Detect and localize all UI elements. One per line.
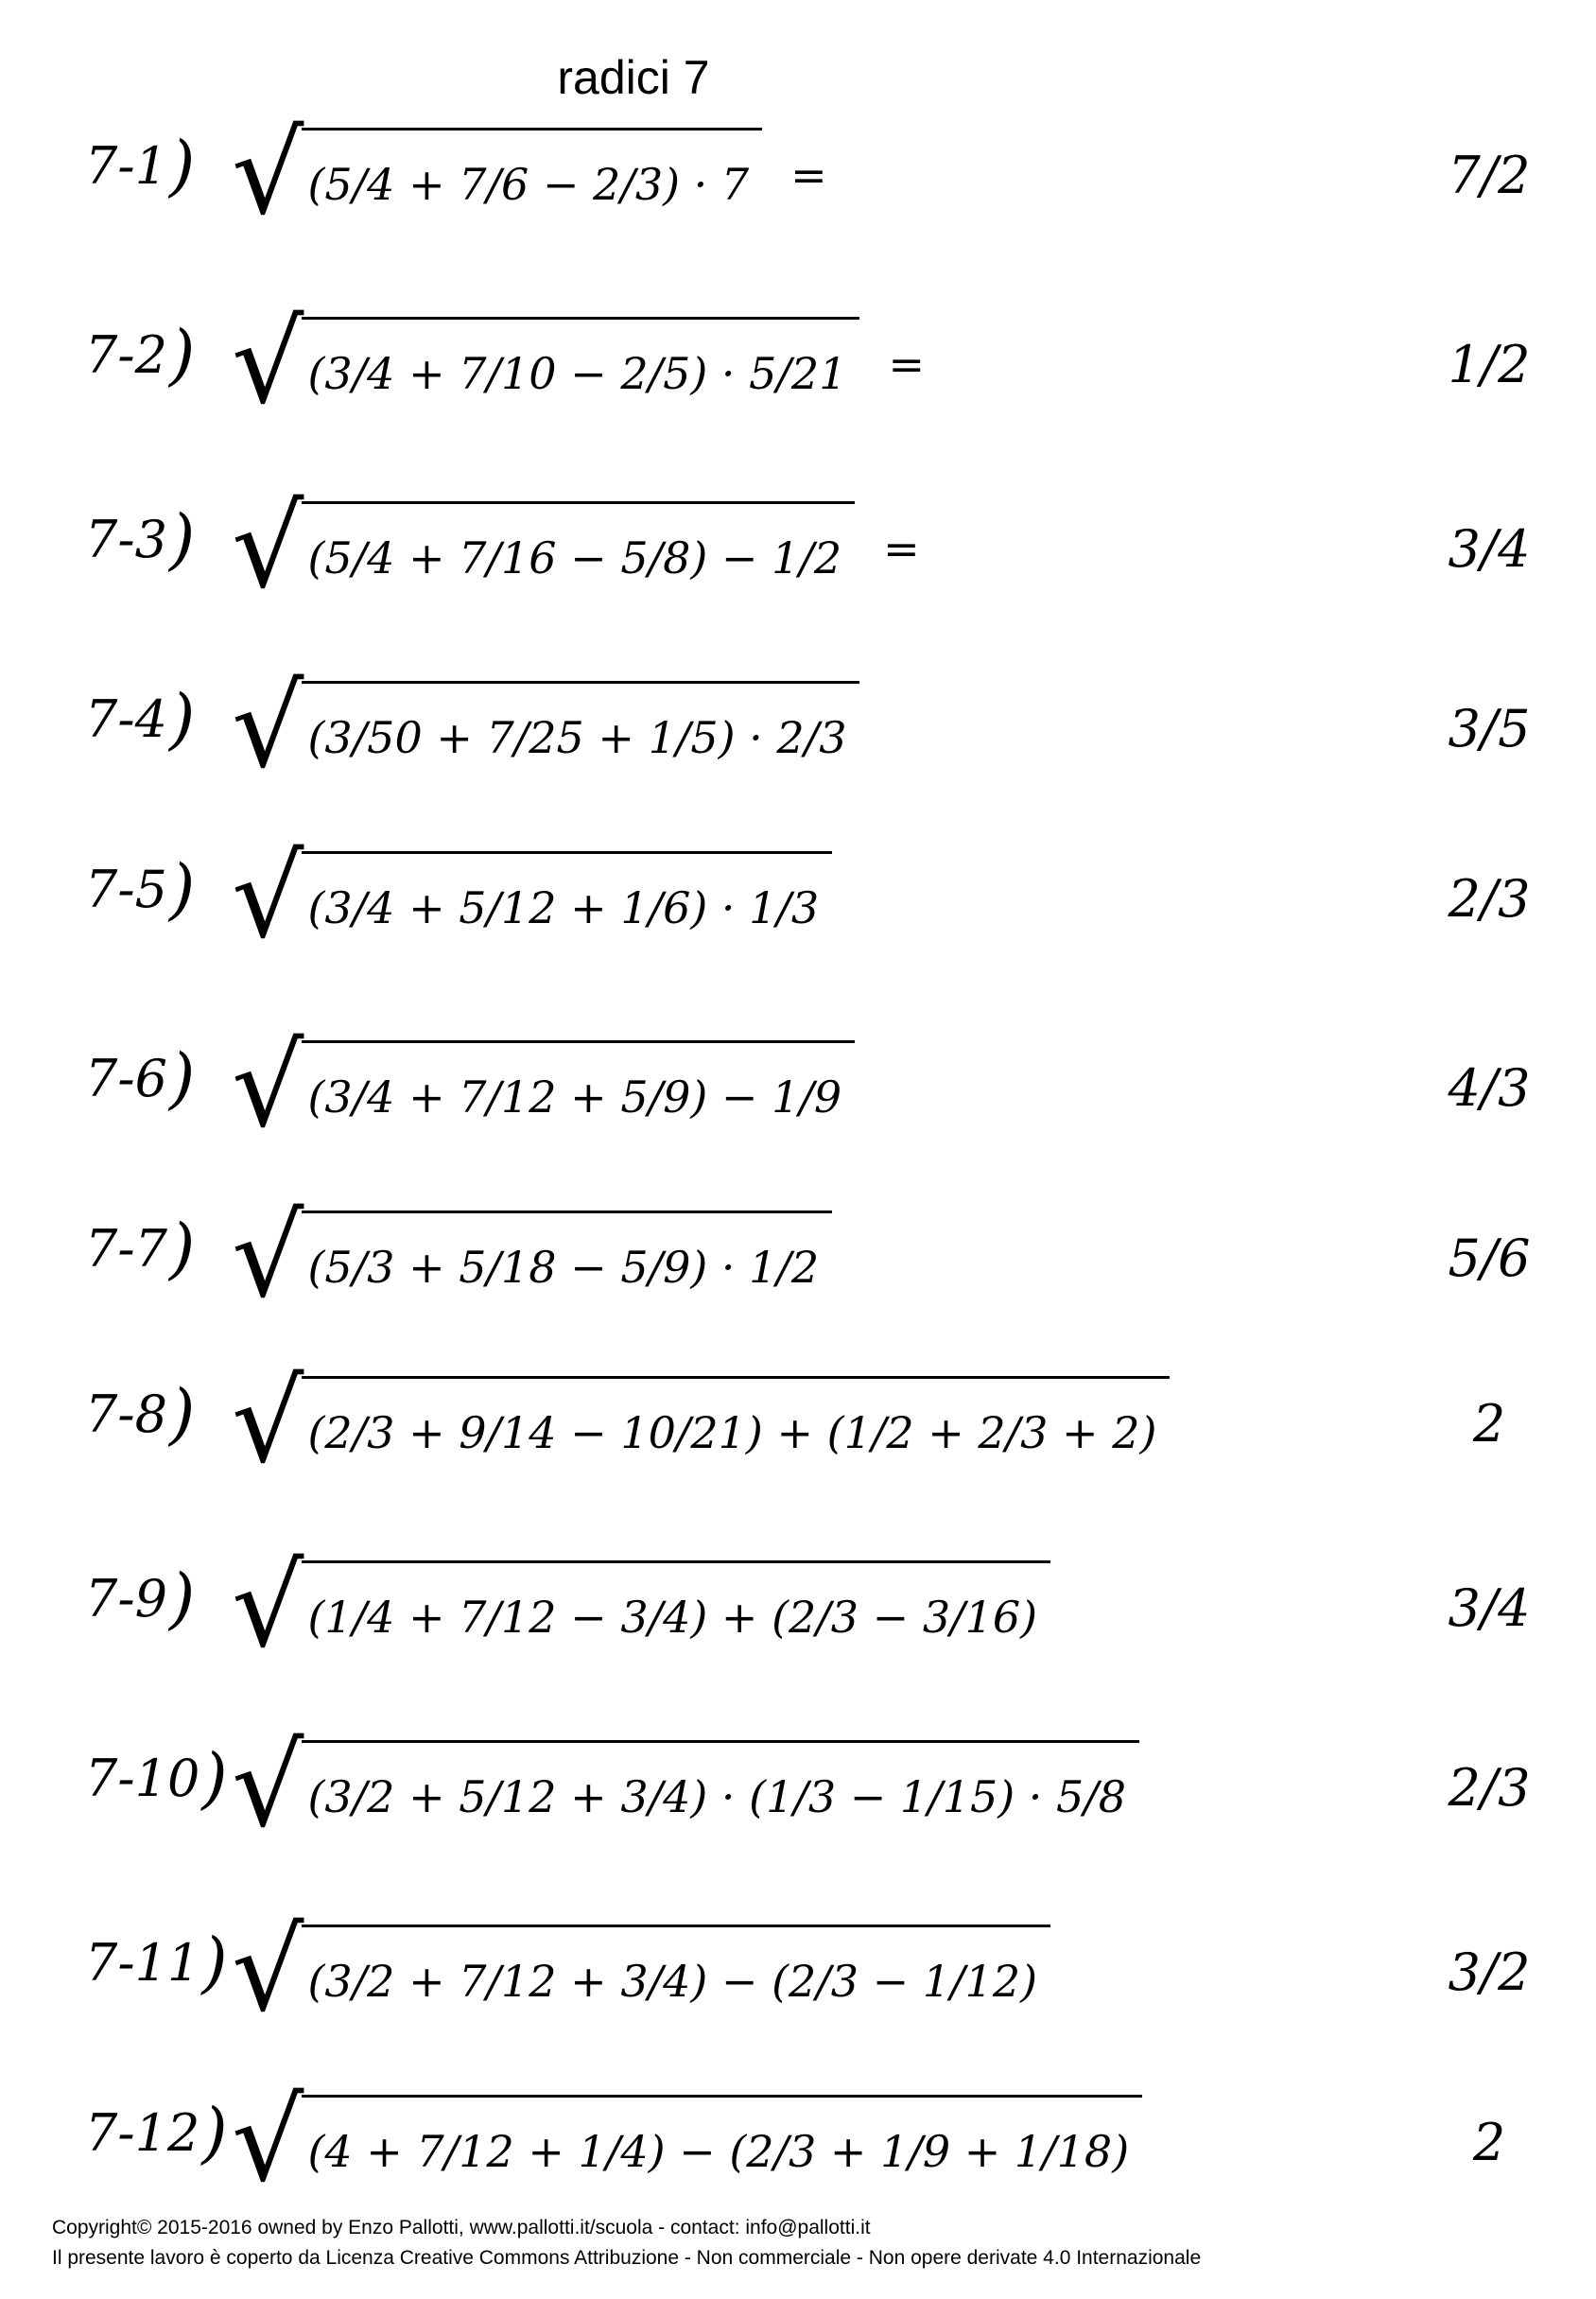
square-root [232,1541,1050,1673]
radical-expression [232,109,827,240]
answer: 3/2 [1448,1942,1531,2002]
exercise-row [0,1192,1596,1348]
exercise-number: 7-8 [85,1384,167,1444]
exercise-number: 7-2 [85,324,167,385]
closing-paren: ) [168,500,196,578]
exercise-row [0,1906,1596,2062]
answer: 1/2 [1448,334,1531,394]
closing-paren: ) [168,680,196,758]
exercise-label [85,113,195,218]
square-root [232,832,832,964]
square-root [232,1021,855,1153]
radical-expression [232,1021,883,1153]
exercise-label [85,487,195,591]
exercise-number: 7-10 [85,1748,200,1808]
radicand: (3/4 + 7/12 + 5/9) − 1/9 [302,1040,855,1144]
answer: 4/3 [1448,1057,1531,1118]
closing-paren: ) [168,850,196,928]
equals-sign: = [790,149,827,200]
copyright-line: Copyright© 2015-2016 owned by Enzo Pallotti, www.pallotti.it/scuola - contact: info@pallotti.it [52,2217,871,2238]
closing-paren: ) [168,1559,196,1637]
answer: 2 [1472,1393,1506,1454]
exercise-row [0,109,1596,265]
exercise-label [85,1726,228,1830]
exercise-number: 7-7 [85,1218,167,1279]
copyright-footer [52,2213,1201,2273]
radical-sign-icon: √ [232,2076,304,2207]
exercise-label [85,303,195,407]
radical-expression [232,298,926,429]
square-root [232,2076,1142,2207]
exercise-row [0,2076,1596,2232]
closing-paren: ) [168,1039,196,1117]
exercise-label [85,1362,195,1466]
radical-expression [232,1541,1079,1673]
answer: 7/2 [1448,145,1531,205]
radical-sign-icon: √ [232,1021,304,1153]
closing-paren: ) [168,1210,196,1287]
answer: 3/4 [1448,1577,1531,1638]
exercise-label [85,1910,228,2014]
exercise-number: 7-5 [85,859,167,919]
radicand: (5/3 + 5/18 − 5/9) · 1/2 [302,1210,832,1315]
radical-sign-icon: √ [232,1357,304,1489]
closing-paren: ) [168,127,196,204]
radicand: (5/4 + 7/16 − 5/8) − 1/2 [302,501,855,605]
radical-sign-icon: √ [232,1541,304,1673]
answer: 2 [1472,2112,1506,2172]
exercise-row [0,1721,1596,1877]
square-root [232,1357,1170,1489]
exercise-number: 7-12 [85,2102,200,2163]
square-root [232,1721,1139,1853]
equals-sign: = [883,523,920,574]
radical-sign-icon: √ [232,298,304,429]
answer: 3/5 [1448,698,1531,758]
radicand: (3/2 + 5/12 + 3/4) · (1/3 − 1/15) · 5/8 [302,1740,1139,1844]
radical-expression [232,1906,1079,2037]
exercise-number: 7-6 [85,1048,167,1108]
radical-expression [232,662,888,793]
exercise-label [85,837,195,941]
exercise-row [0,298,1596,454]
exercise-number: 7-9 [85,1568,167,1628]
closing-paren: ) [201,1739,228,1817]
radicand: (3/50 + 7/25 + 1/5) · 2/3 [302,681,859,785]
radical-sign-icon: √ [232,1192,304,1323]
radicand: (3/4 + 5/12 + 1/6) · 1/3 [302,851,832,955]
exercise-row [0,482,1596,638]
license-line: Il presente lavoro è coperto da Licenza Creative Commons Attribuzione - Non commerciale - Non opere derivate 4.0 Internazionale [52,2247,1202,2269]
equals-sign: = [888,339,926,390]
closing-paren: ) [168,316,196,393]
radicand: (5/4 + 7/6 − 2/3) · 7 [302,128,762,232]
answer: 5/6 [1448,1228,1531,1288]
closing-paren: ) [168,1375,196,1453]
answer: 3/4 [1448,518,1531,579]
answer: 2/3 [1448,868,1531,929]
radical-expression [232,1192,860,1323]
radical-sign-icon: √ [232,1906,304,2037]
radical-expression [232,2076,1171,2207]
exercise-number: 7-3 [85,509,167,569]
radicand: (2/3 + 9/14 − 10/21) + (1/2 + 2/3 + 2) [302,1376,1170,1480]
square-root [232,1906,1050,2037]
exercise-row [0,1021,1596,1177]
exercise-label [85,2081,228,2185]
exercise-label [85,1196,195,1300]
radicand: (4 + 7/12 + 1/4) − (2/3 + 1/9 + 1/18) [302,2095,1142,2199]
radical-sign-icon: √ [232,109,304,240]
exercise-row [0,832,1596,988]
exercise-label [85,1026,195,1130]
radical-expression [232,1721,1168,1853]
radicand: (1/4 + 7/12 − 3/4) + (2/3 − 3/16) [302,1560,1050,1664]
square-root [232,662,859,793]
radicand: (3/4 + 7/10 − 2/5) · 5/21 [302,317,859,421]
exercise-row [0,1541,1596,1698]
radical-sign-icon: √ [232,1721,304,1853]
exercise-row [0,1357,1596,1513]
exercise-label [85,667,195,771]
radicand: (3/2 + 7/12 + 3/4) − (2/3 − 1/12) [302,1925,1050,2029]
page-title: radici 7 [557,51,710,104]
answer: 2/3 [1448,1757,1531,1818]
exercise-label [85,1546,195,1650]
radical-sign-icon: √ [232,832,304,964]
exercise-number: 7-11 [85,1932,200,1993]
square-root [232,109,762,240]
radical-expression [232,1357,1198,1489]
radical-expression [232,482,920,614]
square-root [232,1192,832,1323]
radical-expression [232,832,860,964]
exercise-row [0,662,1596,818]
exercise-number: 7-4 [85,688,167,749]
closing-paren: ) [201,1924,228,2001]
square-root [232,298,859,429]
radical-sign-icon: √ [232,482,304,614]
closing-paren: ) [201,2094,228,2171]
radical-sign-icon: √ [232,662,304,793]
exercise-number: 7-1 [85,135,167,196]
square-root [232,482,855,614]
